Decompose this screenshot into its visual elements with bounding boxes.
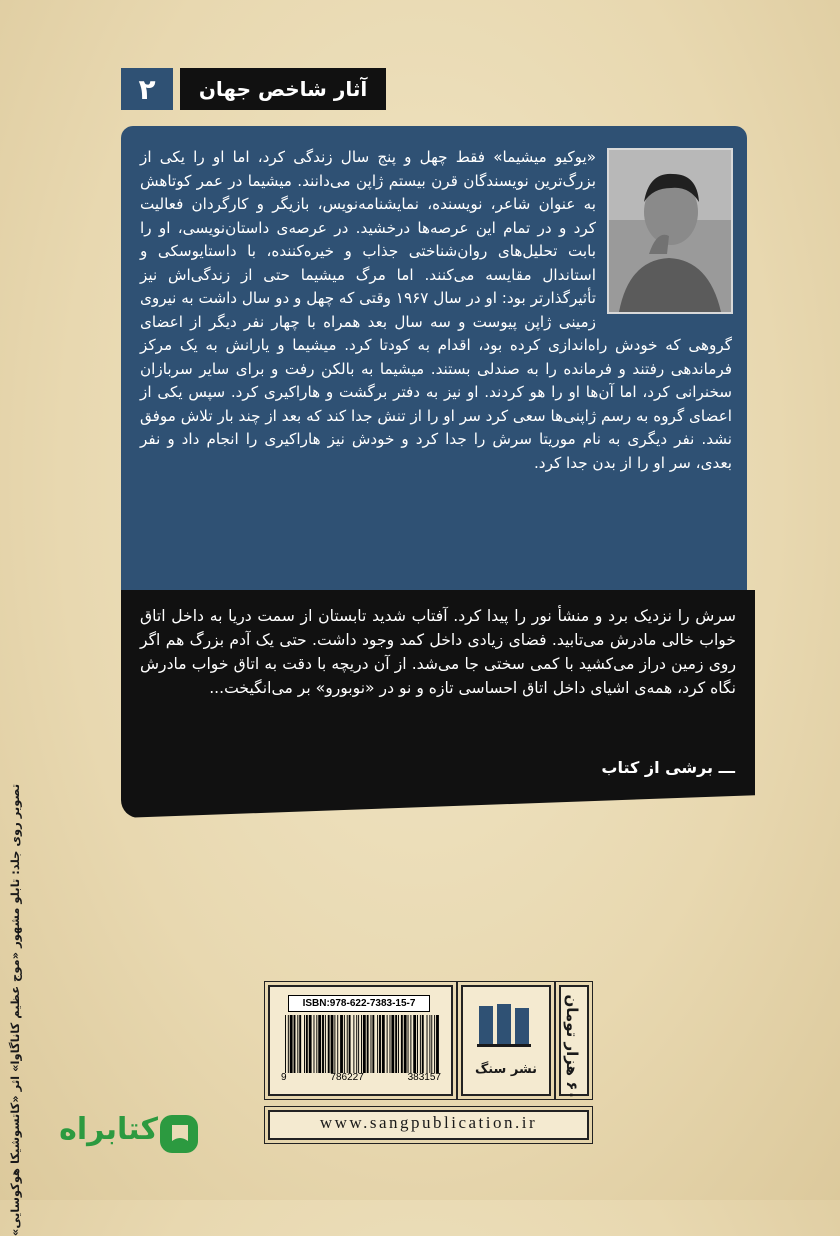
barcode-bar (367, 1015, 369, 1073)
publisher-website: www.sangpublication.ir (319, 1113, 538, 1132)
series-number: ۲ (121, 68, 173, 110)
barcode-bar (436, 1015, 439, 1073)
barcode-bar (382, 1015, 385, 1073)
barcode-bar (306, 1015, 308, 1073)
barcode-digits-left: 786227 (330, 1072, 364, 1083)
barcode-bar (379, 1015, 381, 1073)
price-label (558, 994, 586, 1100)
book-excerpt-text: سرش را نزدیک برد و منشأ نور را پیدا کرد. آفتاب شدید تابستان از سمت دریا به داخل اتاق خواب خالی مادرش می‌تابید. فضای زیادی داخل کمد وجود داشت. حتی یک آدم بزرگ هم اگر روی زمین دراز می‌کشید با کمی سختی جا می‌شد. از آن دریچه با دقت به اتاق خواب مادرش نگاه کرد، همه‌ی اشیای داخل اتاق احساسی تازه و نو در «نوبورو» بر می‌انگیخت... (140, 607, 736, 697)
barcode-bar (304, 1015, 305, 1073)
barcode-bar (422, 1015, 424, 1073)
isbn-label: ISBN:978-622-7383-15-7 (288, 995, 430, 1012)
cover-credit (0, 783, 30, 1236)
barcode-bar (358, 1015, 359, 1073)
barcode-bar (417, 1015, 418, 1073)
barcode-bar (288, 1015, 289, 1073)
barcode-bar (377, 1015, 378, 1073)
barcode-digits (281, 1072, 441, 1083)
barcode-bar (316, 1015, 317, 1073)
barcode-bar (356, 1015, 357, 1073)
barcode-bar (427, 1015, 428, 1073)
barcode-bar (309, 1015, 312, 1073)
barcode-bar (398, 1015, 399, 1073)
barcode-bar (285, 1015, 286, 1073)
barcode-bar (344, 1015, 345, 1073)
barcode-bar (297, 1015, 298, 1073)
barcode-bar (318, 1015, 321, 1073)
photo-spacer (596, 146, 732, 316)
barcode-bar (410, 1015, 411, 1073)
store-logo-text: کتابراه (59, 1112, 158, 1147)
barcode-bar (325, 1015, 326, 1073)
barcode-bar (371, 1015, 372, 1073)
barcode-bar (299, 1015, 301, 1073)
barcode-bar (420, 1015, 421, 1073)
barcode-bar (328, 1015, 330, 1073)
barcode-bar (434, 1015, 435, 1073)
store-logo-icon (158, 1111, 202, 1155)
barcode-bar (363, 1015, 366, 1073)
price-text: ۶۰ هزار تومان (563, 994, 581, 1100)
cover-credit-text: تصویر روی جلد: تابلو مشهور «موج عظیم کاناگاوا» اثر «کاتسوشیکا هوکوسایی» (8, 783, 22, 1236)
author-bio (140, 146, 732, 475)
barcode-bar (349, 1015, 351, 1073)
publisher-logo-icon (477, 1000, 531, 1048)
series-title: آثار شاخص جهان (180, 68, 386, 110)
barcode-bar (314, 1015, 315, 1073)
barcode-bar (290, 1015, 293, 1073)
barcode-bar (361, 1015, 362, 1073)
barcode-bar (390, 1015, 391, 1073)
barcode-bar (372, 1015, 374, 1073)
barcode-digits-right: 383157 (407, 1072, 441, 1083)
barcode-bar (331, 1015, 334, 1073)
barcode-bar (387, 1015, 388, 1073)
barcode-bar (347, 1015, 348, 1073)
barcode-bar (395, 1015, 397, 1073)
barcode-bar (429, 1015, 430, 1073)
barcode-bar (413, 1015, 416, 1073)
barcode-bar (408, 1015, 409, 1073)
author-bio-text: «یوکیو میشیما» فقط چهل و پنج سال زندگی کرد، اما او را یکی از بزرگ‌ترین نویسندگان قرن بیستم ژاپن می‌دانند. میشیما در عمر کوتاهش به عنوان شاعر، نویسنده، نمایشنامه‌نویس، بازیگر و کارگردان فعالیت کرد و در تمام این عرصه‌ها درخشید. در عرصه‌ی داستان‌نویسی، او را بابت تحلیل‌های روان‌شناختی جذاب و خیره‌کننده، با داستایوسکی و استاندال مقایسه می‌کنند. اما مرگ میشیما حتی از زندگی‌اش نیز تأثیرگذار‌تر بود: او در سال ۱۹۶۷ وقتی که چهل و دو سال داشت به نیروی زمینی ژاپن پیوست و سه سال بعد همراه با چهار نفر دیگر از اعضای گروهی که خودش راه‌اندازی کرده بود، اقدام به کودتا کرد. میشیما و یارانش به یک مرکز فرماندهی رفتند و فرمانده را به صندلی بستند. میشیما به بالکن رفت و برای سایر سربازان سخنرانی کرد، اما آن‌ها او را هو کردند. او نیز به دفتر برگشت و هاراکیری کرد. سپس یکی از اعضای گروه به رسم ژاپنی‌ها سعی کرد سر او را از تنش جدا کند که بعد از چند بار تلاش موفق نشد. نفر دیگری به نام موریتا سرش را جدا کرد و خودش نیز هاراکیری را انجام داد و نفر بعدی، سر او را از بدن جدا کرد. (140, 148, 732, 472)
barcode-bar (337, 1015, 338, 1073)
barcode-bar (391, 1015, 394, 1073)
barcode-bar (401, 1015, 403, 1073)
barcode-bar (353, 1015, 354, 1073)
barcode-bar (404, 1015, 407, 1073)
barcode-bar (334, 1015, 335, 1073)
excerpt-source: ـــ برشی از کتاب (601, 758, 735, 777)
barcode-digit-first: 9 (281, 1072, 287, 1083)
barcode-bars (281, 1015, 441, 1073)
barcode-bar (322, 1015, 324, 1073)
publisher-name: نشر سنگ (474, 1062, 538, 1077)
book-excerpt (140, 604, 736, 700)
barcode-bar (431, 1015, 432, 1073)
barcode-image (281, 1015, 441, 1073)
barcode-bar (294, 1015, 296, 1073)
barcode-bar (340, 1015, 343, 1073)
